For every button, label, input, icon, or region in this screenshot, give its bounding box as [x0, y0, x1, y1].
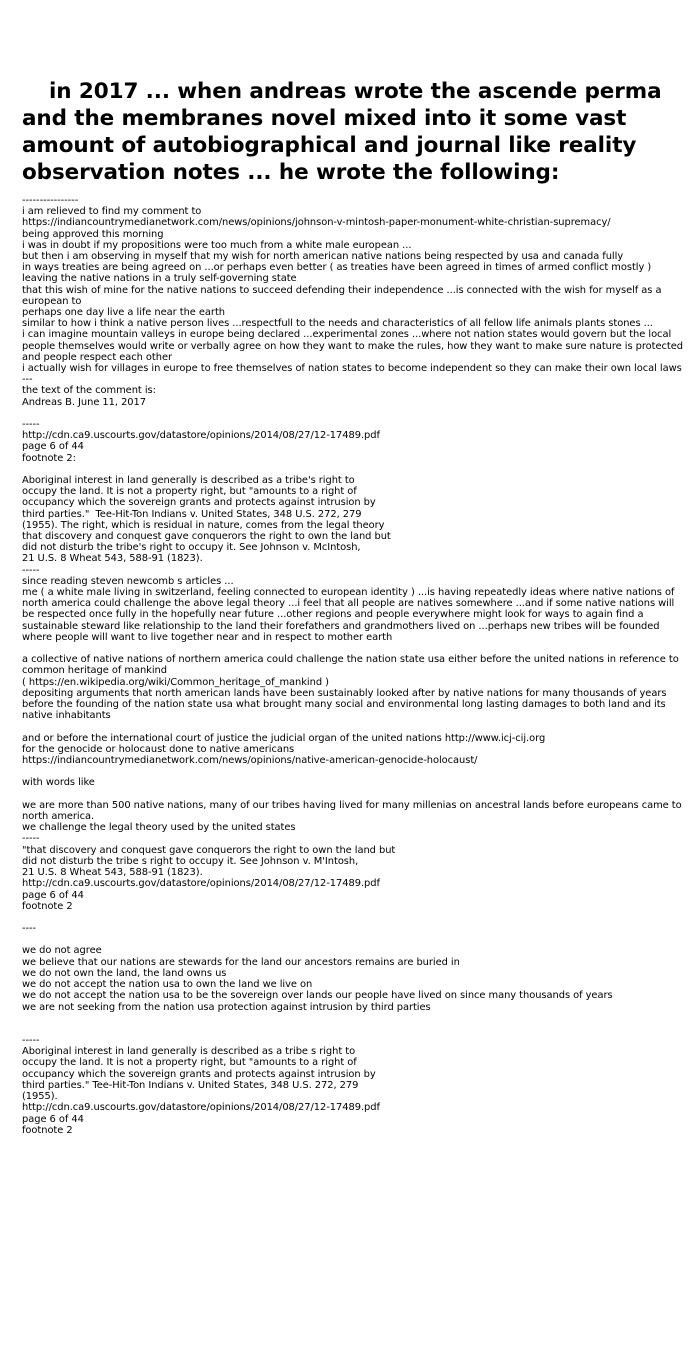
page-heading: in 2017 ... when andreas wrote the ascende perma and the membranes novel mixed into it some vast amount of autobiographical and journal like reality observation notes ... he wrote the following: [22, 79, 662, 185]
text-line: did not disturb the tribe's right to occupy it. See Johnson v. McIntosh, [22, 542, 361, 554]
text-line: leaving the native nations in a truly self-governing state [22, 273, 297, 285]
text-line: footnote 2 [22, 1124, 73, 1136]
text-line: https://indiancountrymedianetwork.com/news/opinions/native-american-genocide-holocaust/ [22, 755, 478, 767]
text-line [22, 408, 686, 419]
text-line: with words like [22, 777, 95, 789]
text-line: ----- [22, 419, 40, 431]
text-line: 21 U.S. 8 Wheat 543, 588-91 (1823). [22, 553, 203, 565]
text-line: we believe that our nations are stewards for the land our ancestors remains are buried in [22, 956, 460, 968]
text-line: we are more than 500 native nations, many of our tribes having lived for many millenias on ancestral lands before europeans came to north america. [22, 799, 685, 823]
text-line [22, 934, 686, 945]
text-line: occupancy which the sovereign grants and protects against intrusion by [22, 497, 376, 509]
text-line: since reading steven newcomb s articles ... [22, 575, 234, 587]
text-line: ---- [22, 923, 37, 935]
text-line: we are not seeking from the nation usa protection against intrusion by third parties [22, 1001, 431, 1013]
text-line [22, 464, 686, 475]
text-line: http://cdn.ca9.uscourts.gov/datastore/opinions/2014/08/27/12-17489.pdf [22, 1102, 380, 1114]
text-line: we do not agree [22, 945, 102, 957]
text-line: Aboriginal interest in land generally is described as a tribe's right to [22, 475, 355, 487]
text-line: in ways treaties are being agreed on ...or perhaps even better ( as treaties have been agreed in times of armed conflict mostly ) [22, 262, 652, 274]
text-line [22, 722, 686, 733]
text-line [22, 789, 686, 800]
text-line: perhaps one day live a life near the earth [22, 307, 225, 319]
text-line [22, 766, 686, 777]
text-line: we challenge the legal theory used by the united states [22, 822, 296, 834]
text-line: https://indiancountrymedianetwork.com/news/opinions/johnson-v-mintosh-paper-monument-white-christian-supremacy/ [22, 217, 611, 229]
text-line: we do not accept the nation usa to own the land we live on [22, 979, 313, 991]
text-line: a collective of native nations of northern america could challenge the nation state usa either before the united nations in reference to common heritage of mankind [22, 654, 682, 677]
text-line: we do not own the land, the land owns us [22, 967, 227, 979]
text-line: similar to how i think a native person lives ...respectfull to the needs and characteristics of all fellow life animals plants stones ... [22, 318, 653, 330]
text-line: depositing arguments that north american lands have been sustainably looked after by native nations for many thousands of years before the founding of the nation state usa what brought many social and environmental long lasting damages to both land and its native inhabitants [22, 687, 670, 722]
text-line [22, 912, 686, 923]
text-line: the text of the comment is: [22, 385, 156, 397]
text-line: occupy the land. It is not a property right, but "amounts to a right of [22, 486, 357, 498]
text-line: occupy the land. It is not a property right, but "amounts to a right of [22, 1057, 357, 1069]
text-line: footnote 2: [22, 452, 76, 464]
text-line: http://cdn.ca9.uscourts.gov/datastore/opinions/2014/08/27/12-17489.pdf [22, 878, 380, 890]
text-line [22, 643, 686, 654]
text-line: that this wish of mine for the native nations to succeed defending their independence ...is connected with the wish for myself as a european to [22, 284, 665, 307]
text-line: i actually wish for villages in europe to free themselves of nation states to become independent so they can make their own local laws [22, 363, 682, 375]
text-line: Andreas B. June 11, 2017 [22, 396, 147, 408]
text-line: page 6 of 44 [22, 441, 84, 453]
text-line: me ( a white male living in switzerland, feeling connected to european identity ) ...is having repeatedly ideas where native nations of north america could challenge the above legal theory ...i feel that all people are natives somewhere ...and if some native nations will be respected once fully in the hopefully near future ...other regions and people everywhere might look for ways to again find a sustainable steward like relationship to the land their forefathers and grandmothers lived on ...perhaps new tribes will be founded where people will want to live together near and in respect to mother earth [22, 587, 678, 643]
text-line: we do not accept the nation usa to be the sovereign over lands our people have lived on since many thousands of years [22, 990, 613, 1002]
text-line: i am relieved to find my comment to [22, 206, 202, 218]
text-line: (1955). The right, which is residual in nature, comes from the legal theory [22, 519, 385, 531]
text-line: http://cdn.ca9.uscourts.gov/datastore/opinions/2014/08/27/12-17489.pdf [22, 430, 380, 442]
text-line: (1955). [22, 1091, 58, 1103]
text-line: for the genocide or holocaust done to native americans [22, 743, 295, 755]
text-line: ---------------- [22, 195, 79, 206]
text-line: third parties." Tee-Hit-Ton Indians v. United States, 348 U.S. 272, 279 [22, 1079, 359, 1091]
document-body [22, 195, 686, 1136]
text-line: page 6 of 44 [22, 1113, 84, 1125]
text-line: ----- [22, 1035, 40, 1047]
text-line: third parties." Tee-Hit-Ton Indians v. United States, 348 U.S. 272, 279 [22, 508, 362, 520]
text-line: --- [22, 374, 33, 386]
text-line [22, 1013, 686, 1024]
text-line: Aboriginal interest in land generally is described as a tribe s right to [22, 1046, 356, 1058]
text-line: page 6 of 44 [22, 889, 84, 901]
text-line: that discovery and conquest gave conquerors the right to own the land but [22, 531, 391, 543]
text-line: occupancy which the sovereign grants and protects against intrusion by [22, 1068, 376, 1080]
document-page [22, 0, 686, 1136]
text-line [22, 1024, 686, 1035]
text-line: and or before the international court of justice the judicial organ of the united nations http://www.icj-cij.org [22, 732, 546, 744]
text-line: did not disturb the tribe s right to occupy it. See Johnson v. M'Intosh, [22, 855, 359, 867]
text-line: ----- [22, 564, 40, 576]
text-line: "that discovery and conquest gave conquerors the right to own the land but [22, 844, 396, 856]
text-line: footnote 2 [22, 900, 73, 912]
text-line: i can imagine mountain valleys in europe being declared ...experimental zones ...where not nation states would govern but the local people themselves would write or verbally agree on how they want to make the rules, how they want to make sure nature is protected and people respect each other [22, 329, 687, 363]
text-line: but then i am observing in myself that my wish for north american native nations being respected by usa and canada fully [22, 251, 624, 263]
text-line: being approved this morning [22, 228, 164, 240]
text-line: i was in doubt if my propositions were too much from a white male european ... [22, 239, 412, 251]
text-line: 21 U.S. 8 Wheat 543, 588-91 (1823). [22, 867, 203, 879]
text-line: ----- [22, 833, 40, 845]
text-line: ( https://en.wikipedia.org/wiki/Common_heritage_of_mankind ) [22, 676, 329, 688]
